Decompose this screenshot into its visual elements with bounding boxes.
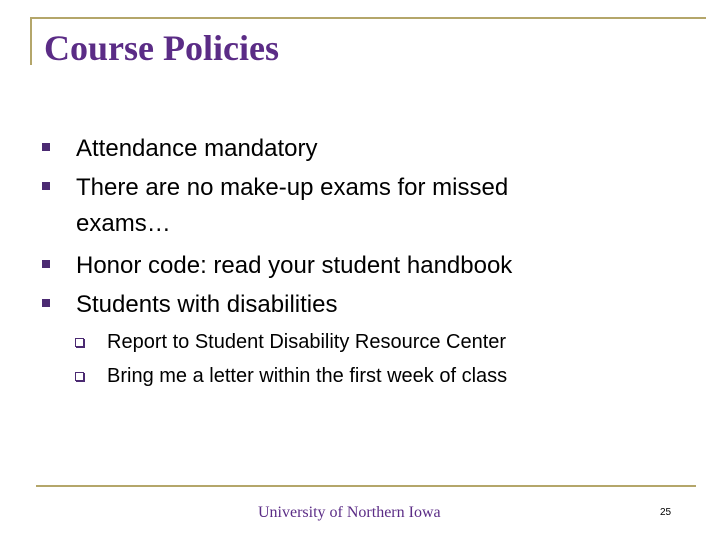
bullet-item: Students with disabilities [76, 291, 338, 318]
bullet-square-icon [42, 299, 50, 307]
slide-title: Course Policies [44, 28, 279, 68]
bullet-square-icon [42, 260, 50, 268]
sub-bullet-item: Report to Student Disability Resource Center [107, 331, 507, 353]
sub-bullet-item: Bring me a letter within the first week of class [107, 365, 508, 387]
bullet-item: Honor code: read your student handbook [76, 252, 513, 279]
footer-university-name: University of Northern Iowa [258, 504, 441, 521]
footer-divider [36, 485, 696, 487]
page-number: 25 [660, 507, 672, 518]
bullet-item: Attendance mandatory [76, 135, 318, 162]
bullet-item-continuation: exams… [76, 210, 171, 237]
bullet-square-icon [42, 182, 50, 190]
title-frame-top-line [30, 17, 706, 19]
bullet-item: There are no make-up exams for missed [76, 174, 509, 201]
bullet-square-icon [42, 143, 50, 151]
title-frame-vertical-line [30, 17, 32, 65]
sub-bullet-checkbox-icon [75, 338, 84, 347]
sub-bullet-checkbox-icon [75, 372, 84, 381]
